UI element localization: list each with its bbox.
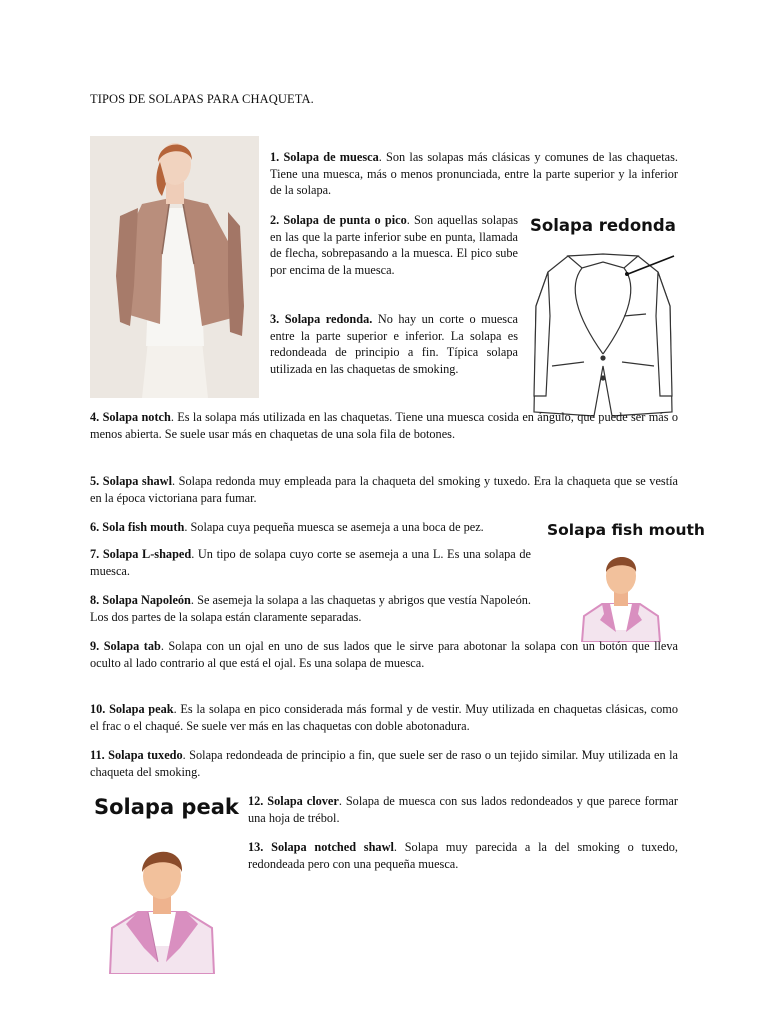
- item-10-text: . Es la solapa en pico considerada más formal y de vestir. Muy utilizada en chaquetas clásicas, como el frac o el chaqué. Se suele ver más en las chaquetas con doble abotonadura.: [90, 702, 679, 733]
- peak-figure-label: Solapa peak: [94, 795, 239, 819]
- item-12-text: . Solapa de muesca con sus lados redondeados y que parece formar una hoja de trébol.: [248, 794, 678, 825]
- item-7-text: . Un tipo de solapa cuyo corte se asemeja a una L. Es una solapa de muesca.: [90, 547, 531, 578]
- item-10-label: 10. Solapa peak: [90, 702, 174, 716]
- blazer-sketch: [528, 246, 678, 418]
- item-3-label: 3. Solapa redonda.: [270, 312, 373, 326]
- item-9-label: 9. Solapa tab: [90, 639, 161, 653]
- item-5: [90, 473, 678, 506]
- item-3-text: No hay un corte o muesca entre la parte superior e inferior. La solapa es redondeada de principio a fin. Típica solapa utilizada en las chaquetas de smoking.: [270, 312, 518, 376]
- item-3: [270, 311, 518, 377]
- peak-illustration: [104, 844, 220, 974]
- item-6: [90, 519, 535, 536]
- item-2: [270, 212, 518, 278]
- fish-mouth-illustration: [576, 550, 666, 642]
- item-7: [90, 546, 531, 579]
- item-1: [270, 149, 678, 199]
- item-6-text: . Solapa cuya pequeña muesca se asemeja a una boca de pez.: [184, 520, 484, 534]
- item-13: [248, 839, 678, 872]
- item-4: [90, 409, 678, 442]
- item-9-text: . Solapa con un ojal en uno de sus lados que le sirve para abotonar la solapa con un botón que lleva oculto al lado contrario al que está el ojal. Es una solapa de muesca.: [90, 639, 678, 670]
- item-8: [90, 592, 531, 625]
- item-11-label: 11. Solapa tuxedo: [90, 748, 183, 762]
- item-5-label: 5. Solapa shawl: [90, 474, 172, 488]
- item-2-label: 2. Solapa de punta o pico: [270, 213, 407, 227]
- item-11-text: . Solapa redondeada de principio a fin, que suele ser de raso o un tejido similar. Muy utilizada en la chaqueta del smoking.: [90, 748, 678, 779]
- item-1-label: 1. Solapa de muesca: [270, 150, 379, 164]
- jacket-photo: [90, 136, 259, 398]
- redonda-figure-label: Solapa redonda: [530, 216, 676, 235]
- item-6-label: 6. Sola fish mouth: [90, 520, 185, 534]
- item-5-text: . Solapa redonda muy empleada para la chaqueta del smoking y tuxedo. Era la chaqueta que se vestía en la época victoriana para fumar.: [90, 474, 678, 505]
- item-1-text: . Son las solapas más clásicas y comunes de las chaquetas. Tiene una muesca, más o menos pronunciada, entre la parte superior y la inferior de la solapa.: [270, 150, 678, 198]
- fish-mouth-figure-label: Solapa fish mouth: [547, 521, 705, 539]
- item-9: [90, 638, 678, 671]
- item-13-label: 13. Solapa notched shawl: [248, 840, 394, 854]
- item-13-text: . Solapa muy parecida a la del smoking o tuxedo, redondeada pero con una pequeña muesca.: [248, 840, 678, 871]
- item-11: [90, 747, 678, 780]
- item-8-text: . Se asemeja la solapa a las chaquetas y abrigos que vestía Napoleón. Los dos partes de la solapa están claramente separadas.: [90, 593, 531, 624]
- item-2-text: . Son aquellas solapas en las que la parte inferior sube en punta, llamada de flecha, sobrepasando a la muesca. El pico sube por encima de la muesca.: [270, 213, 518, 277]
- item-12: [248, 793, 678, 826]
- page-title: TIPOS DE SOLAPAS PARA CHAQUETA.: [90, 92, 314, 106]
- item-4-label: 4. Solapa notch: [90, 410, 171, 424]
- item-4-text: . Es la solapa más utilizada en las chaquetas. Tiene una muesca cosida en ángulo, que puede ser más o menos abierta. Se suele usar más en chaquetas de una sola fila de botones.: [90, 410, 678, 441]
- item-7-label: 7. Solapa L-shaped: [90, 547, 192, 561]
- item-8-label: 8. Solapa Napoleón: [90, 593, 191, 607]
- item-12-label: 12. Solapa clover: [248, 794, 339, 808]
- item-10: [90, 701, 678, 734]
